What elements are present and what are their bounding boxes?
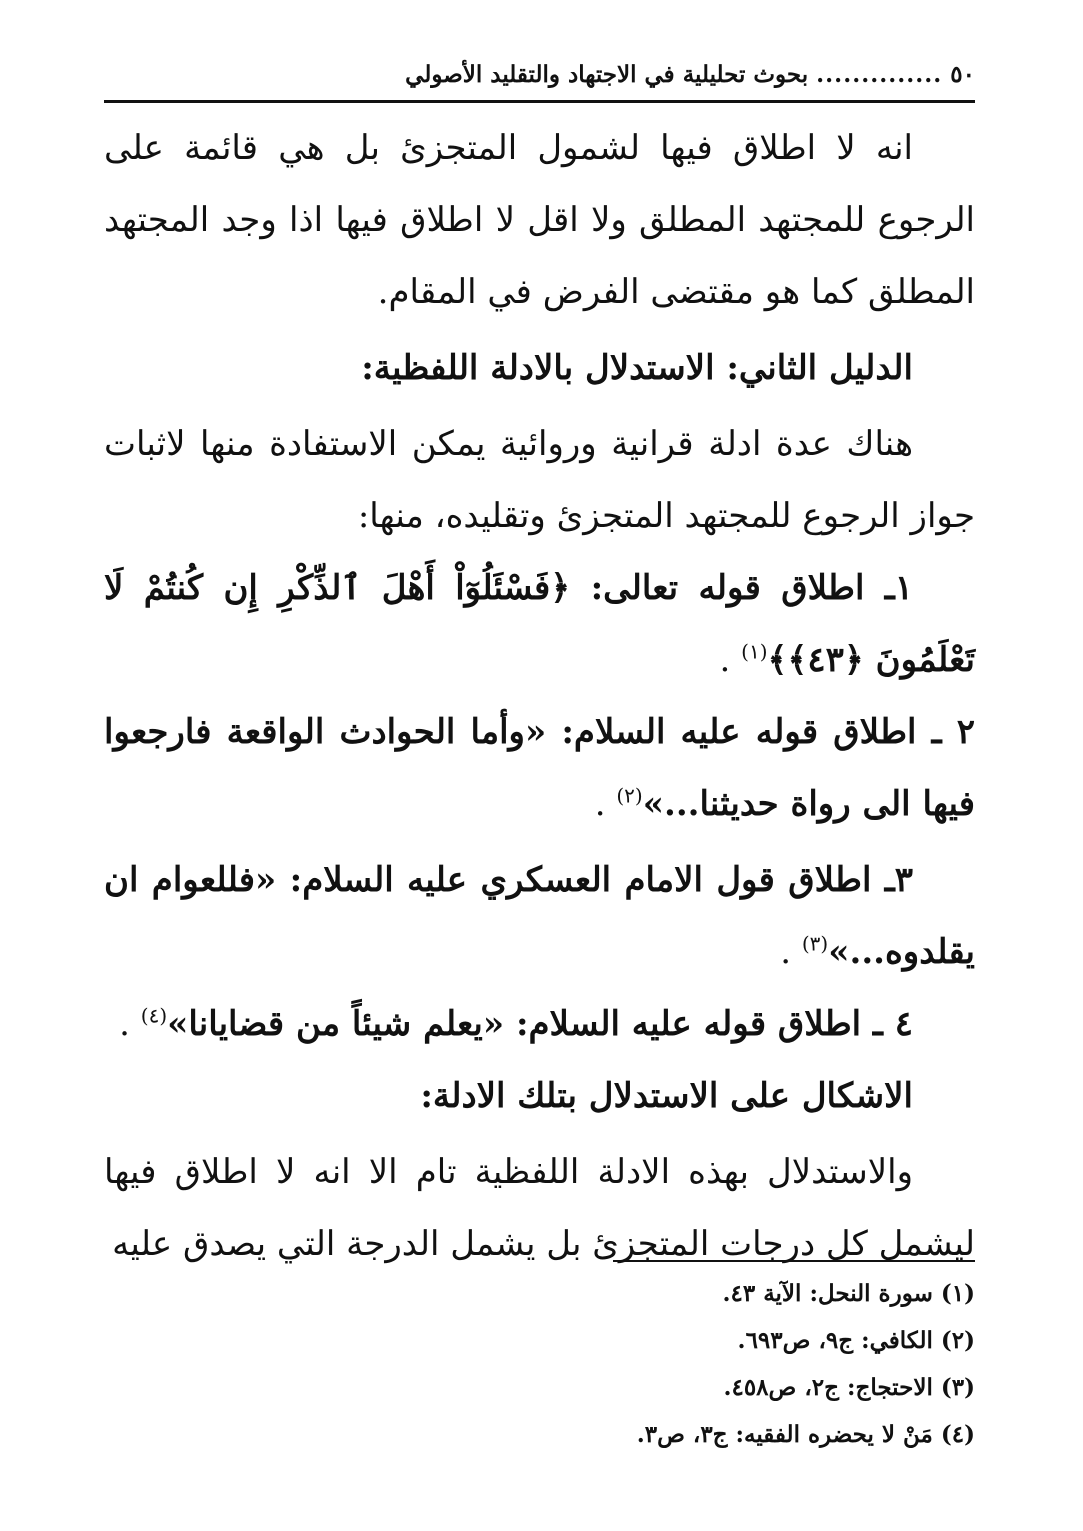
evidence-item-3: ٣ـ اطلاق قول الامام العسكري عليه السلام: «فللعوام ان يقلدوه...»$^{(٣)}$ .: [104, 860, 975, 972]
book-title: بحوث تحليلية في الاجتهاد والتقليد الأصولي: [405, 60, 809, 88]
hadith-quote-2: «وأما الحوادث الواقعة فارجعوا فيها الى رواة حديثنا...»: [104, 712, 975, 824]
paragraph-1: انه لا اطلاق فيها لشمول المتجزئ بل هي قائمة على الرجوع للمجتهد المطلق ولا اقل لا اطلاق فيها اذا وجد المجتهد المطلق كما هو مقتضى الفرض في المقام.: [104, 128, 975, 312]
evidence-item-2: ٢ ـ اطلاق قوله عليه السلام: «وأما الحوادث الواقعة فارجعوا فيها الى رواة حديثنا...»$^{(٢)}$ .: [104, 712, 975, 824]
body-text: [104, 112, 975, 1280]
item-2-prefix: ٢ ـ اطلاق قوله عليه السلام:: [546, 712, 975, 752]
section-heading-1: الدليل الثاني: الاستدلال بالادلة اللفظية:: [361, 348, 913, 388]
item-3-prefix: ٣ـ اطلاق قول الامام العسكري عليه السلام:: [276, 860, 913, 900]
footnote-4: (٤) مَنْ لا يحضره الفقيه: ج٣، ص٣.: [636, 1421, 975, 1448]
item-4-prefix: ٤ ـ اطلاق قوله عليه السلام:: [504, 1004, 913, 1044]
paragraph-3: والاستدلال بهذه الادلة اللفظية تام الا انه لا اطلاق فيها ليشمل كل درجات المتجزئ بل يشمل الدرجة التي يصدق عليه: [104, 1152, 975, 1264]
page-number: ٥٠: [950, 60, 975, 88]
hadith-quote-4: «يعلم شيئاً من قضايانا»: [167, 1004, 505, 1044]
paragraph-2: هناك عدة ادلة قرانية وروائية يمكن الاستفادة منها لاثبات جواز الرجوع للمجتهد المتجزئ وتقليده، منها:: [104, 424, 975, 536]
footnote-1: (١) سورة النحل: الآية ٤٣.: [722, 1280, 975, 1307]
item-1-prefix: ١ـ اطلاق قوله تعالى:: [570, 568, 913, 608]
running-header: [104, 48, 975, 103]
section-heading-2: الاشكال على الاستدلال بتلك الادلة:: [420, 1076, 913, 1116]
evidence-item-1: ١ـ اطلاق قوله تعالى: ﴿فَسْئَلُوٓاْ أَهْلَ ٱلذِّكْرِ إِن كُنتُمْ لَا تَعْلَمُونَ ﴿٤٣﴾﴾$^{(١)}$ .: [104, 568, 975, 680]
footnote-2: (٢) الكافي: ج٩، ص٦٩٣.: [737, 1327, 975, 1354]
footnote-3: (٣) الاحتجاج: ج٢، ص٤٥٨.: [723, 1374, 975, 1401]
footnotes: [275, 1270, 975, 1458]
footnote-ref-1: (١): [741, 639, 768, 664]
evidence-item-4: ٤ ـ اطلاق قوله عليه السلام: «يعلم شيئاً من قضايانا»$^{(٤)}$ .: [119, 1003, 913, 1044]
footnote-divider: [613, 1260, 975, 1262]
header-dots: ..............: [816, 60, 943, 88]
footnote-ref-4: (٤): [140, 1003, 168, 1028]
quran-verse: ﴿فَسْئَلُوٓاْ أَهْلَ ٱلذِّكْرِ إِن كُنتُمْ لَا تَعْلَمُونَ ﴿٤٣﴾﴾: [104, 568, 975, 680]
footnote-ref-2: (٢): [616, 783, 643, 808]
hadith-quote-3: «فللعوام ان يقلدوه...»: [104, 860, 975, 972]
footnote-ref-3: (٣): [801, 931, 829, 956]
